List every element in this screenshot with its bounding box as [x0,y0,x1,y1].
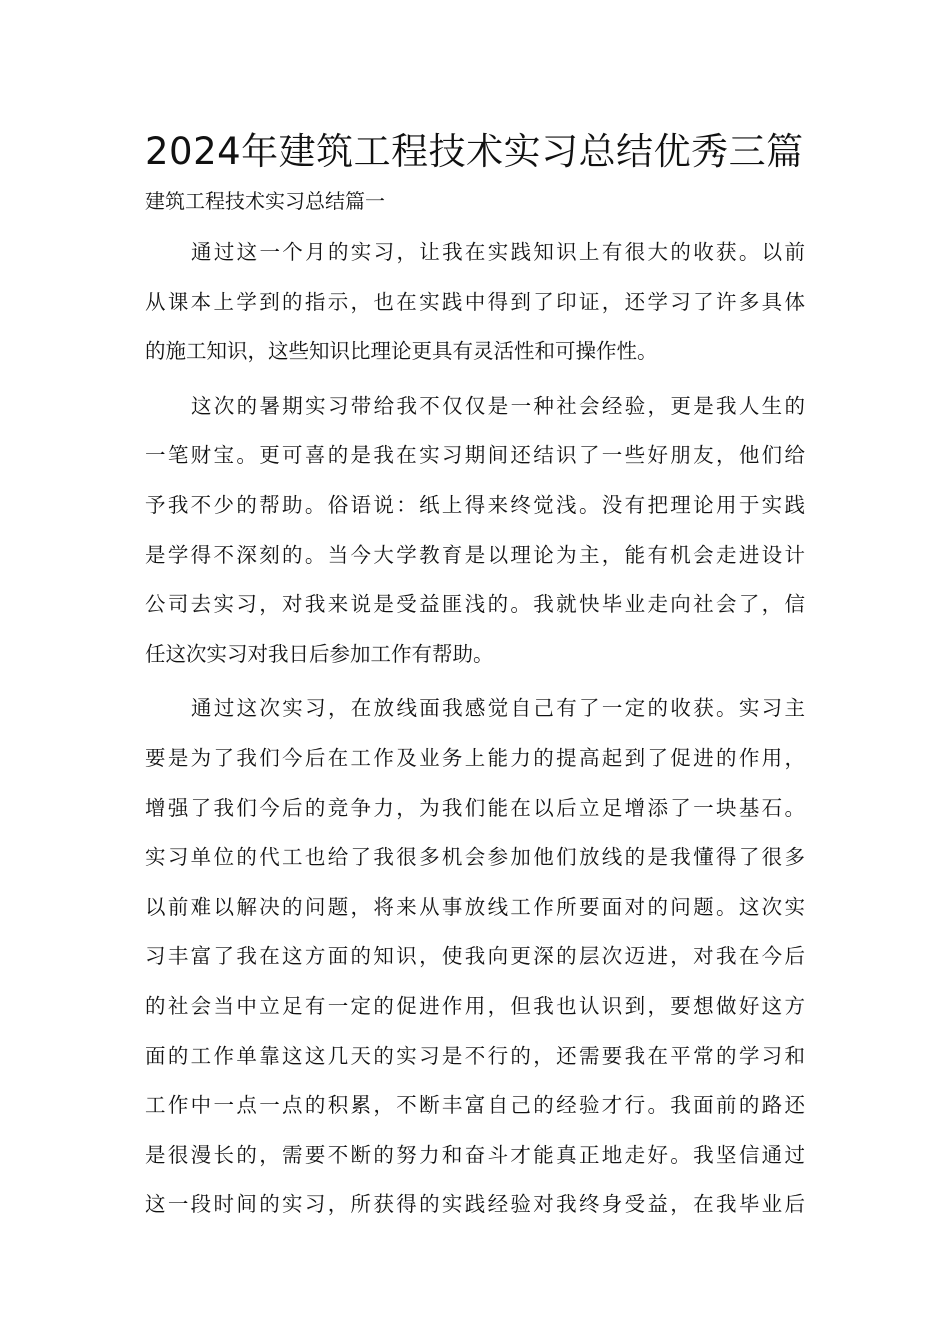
text-line: 要是为了我们今后在工作及业务上能力的提高起到了促进的作用， [145,745,805,770]
text-line: 增强了我们今后的竞争力，为我们能在以后立足增添了一块基石。 [145,795,805,820]
text-line: 的社会当中立足有一定的促进作用，但我也认识到，要想做好这方 [145,993,805,1018]
text-line: 实习单位的代工也给了我很多机会参加他们放线的是我懂得了很多 [145,845,805,870]
document-body [145,228,805,1235]
text-line: 任这次实习对我日后参加工作有帮助。 [145,641,494,666]
text-line: 以前难以解决的问题，将来从事放线工作所要面对的问题。这次实 [145,894,805,919]
section-heading: 建筑工程技术实习总结篇一 [145,189,385,213]
text-line: 是很漫长的，需要不断的努力和奋斗才能真正地走好。我坚信通过 [145,1142,805,1167]
text-line: 面的工作单靠这这几天的实习是不行的，还需要我在平常的学习和 [145,1043,805,1068]
paragraph-3 [145,684,805,1230]
text-line: 这次的暑期实习带给我不仅仅是一种社会经验，更是我人生的 [191,393,805,418]
text-line: 通过这一个月的实习，让我在实践知识上有很大的收获。以前 [191,240,805,264]
text-line: 工作中一点一点的积累，不断丰富自己的经验才行。我面前的路还 [145,1093,805,1118]
text-line: 一笔财宝。更可喜的是我在实习期间还结识了一些好朋友，他们给 [145,443,805,468]
paragraph-2 [145,382,805,680]
paragraph-1 [145,228,805,377]
document-title: 2024年建筑工程技术实习总结优秀三篇 [145,130,804,173]
text-line: 予我不少的帮助。俗语说：纸上得来终觉浅。没有把理论用于实践 [145,492,805,517]
text-line: 是学得不深刻的。当今大学教育是以理论为主，能有机会走进设计 [145,542,805,567]
text-line: 公司去实习，对我来说是受益匪浅的。我就快毕业走向社会了，信 [145,592,805,617]
text-line: 的施工知识，这些知识比理论更具有灵活性和可操作性。 [145,339,658,364]
text-line: 通过这次实习，在放线面我感觉自己有了一定的收获。实习主 [191,696,805,721]
text-line: 习丰富了我在这方面的知识，使我向更深的层次迈进，对我在今后 [145,944,805,969]
text-line: 从课本上学到的指示，也在实践中得到了印证，还学习了许多具体 [145,289,805,314]
text-line: 这一段时间的实习，所获得的实践经验对我终身受益，在我毕业后 [145,1192,805,1217]
